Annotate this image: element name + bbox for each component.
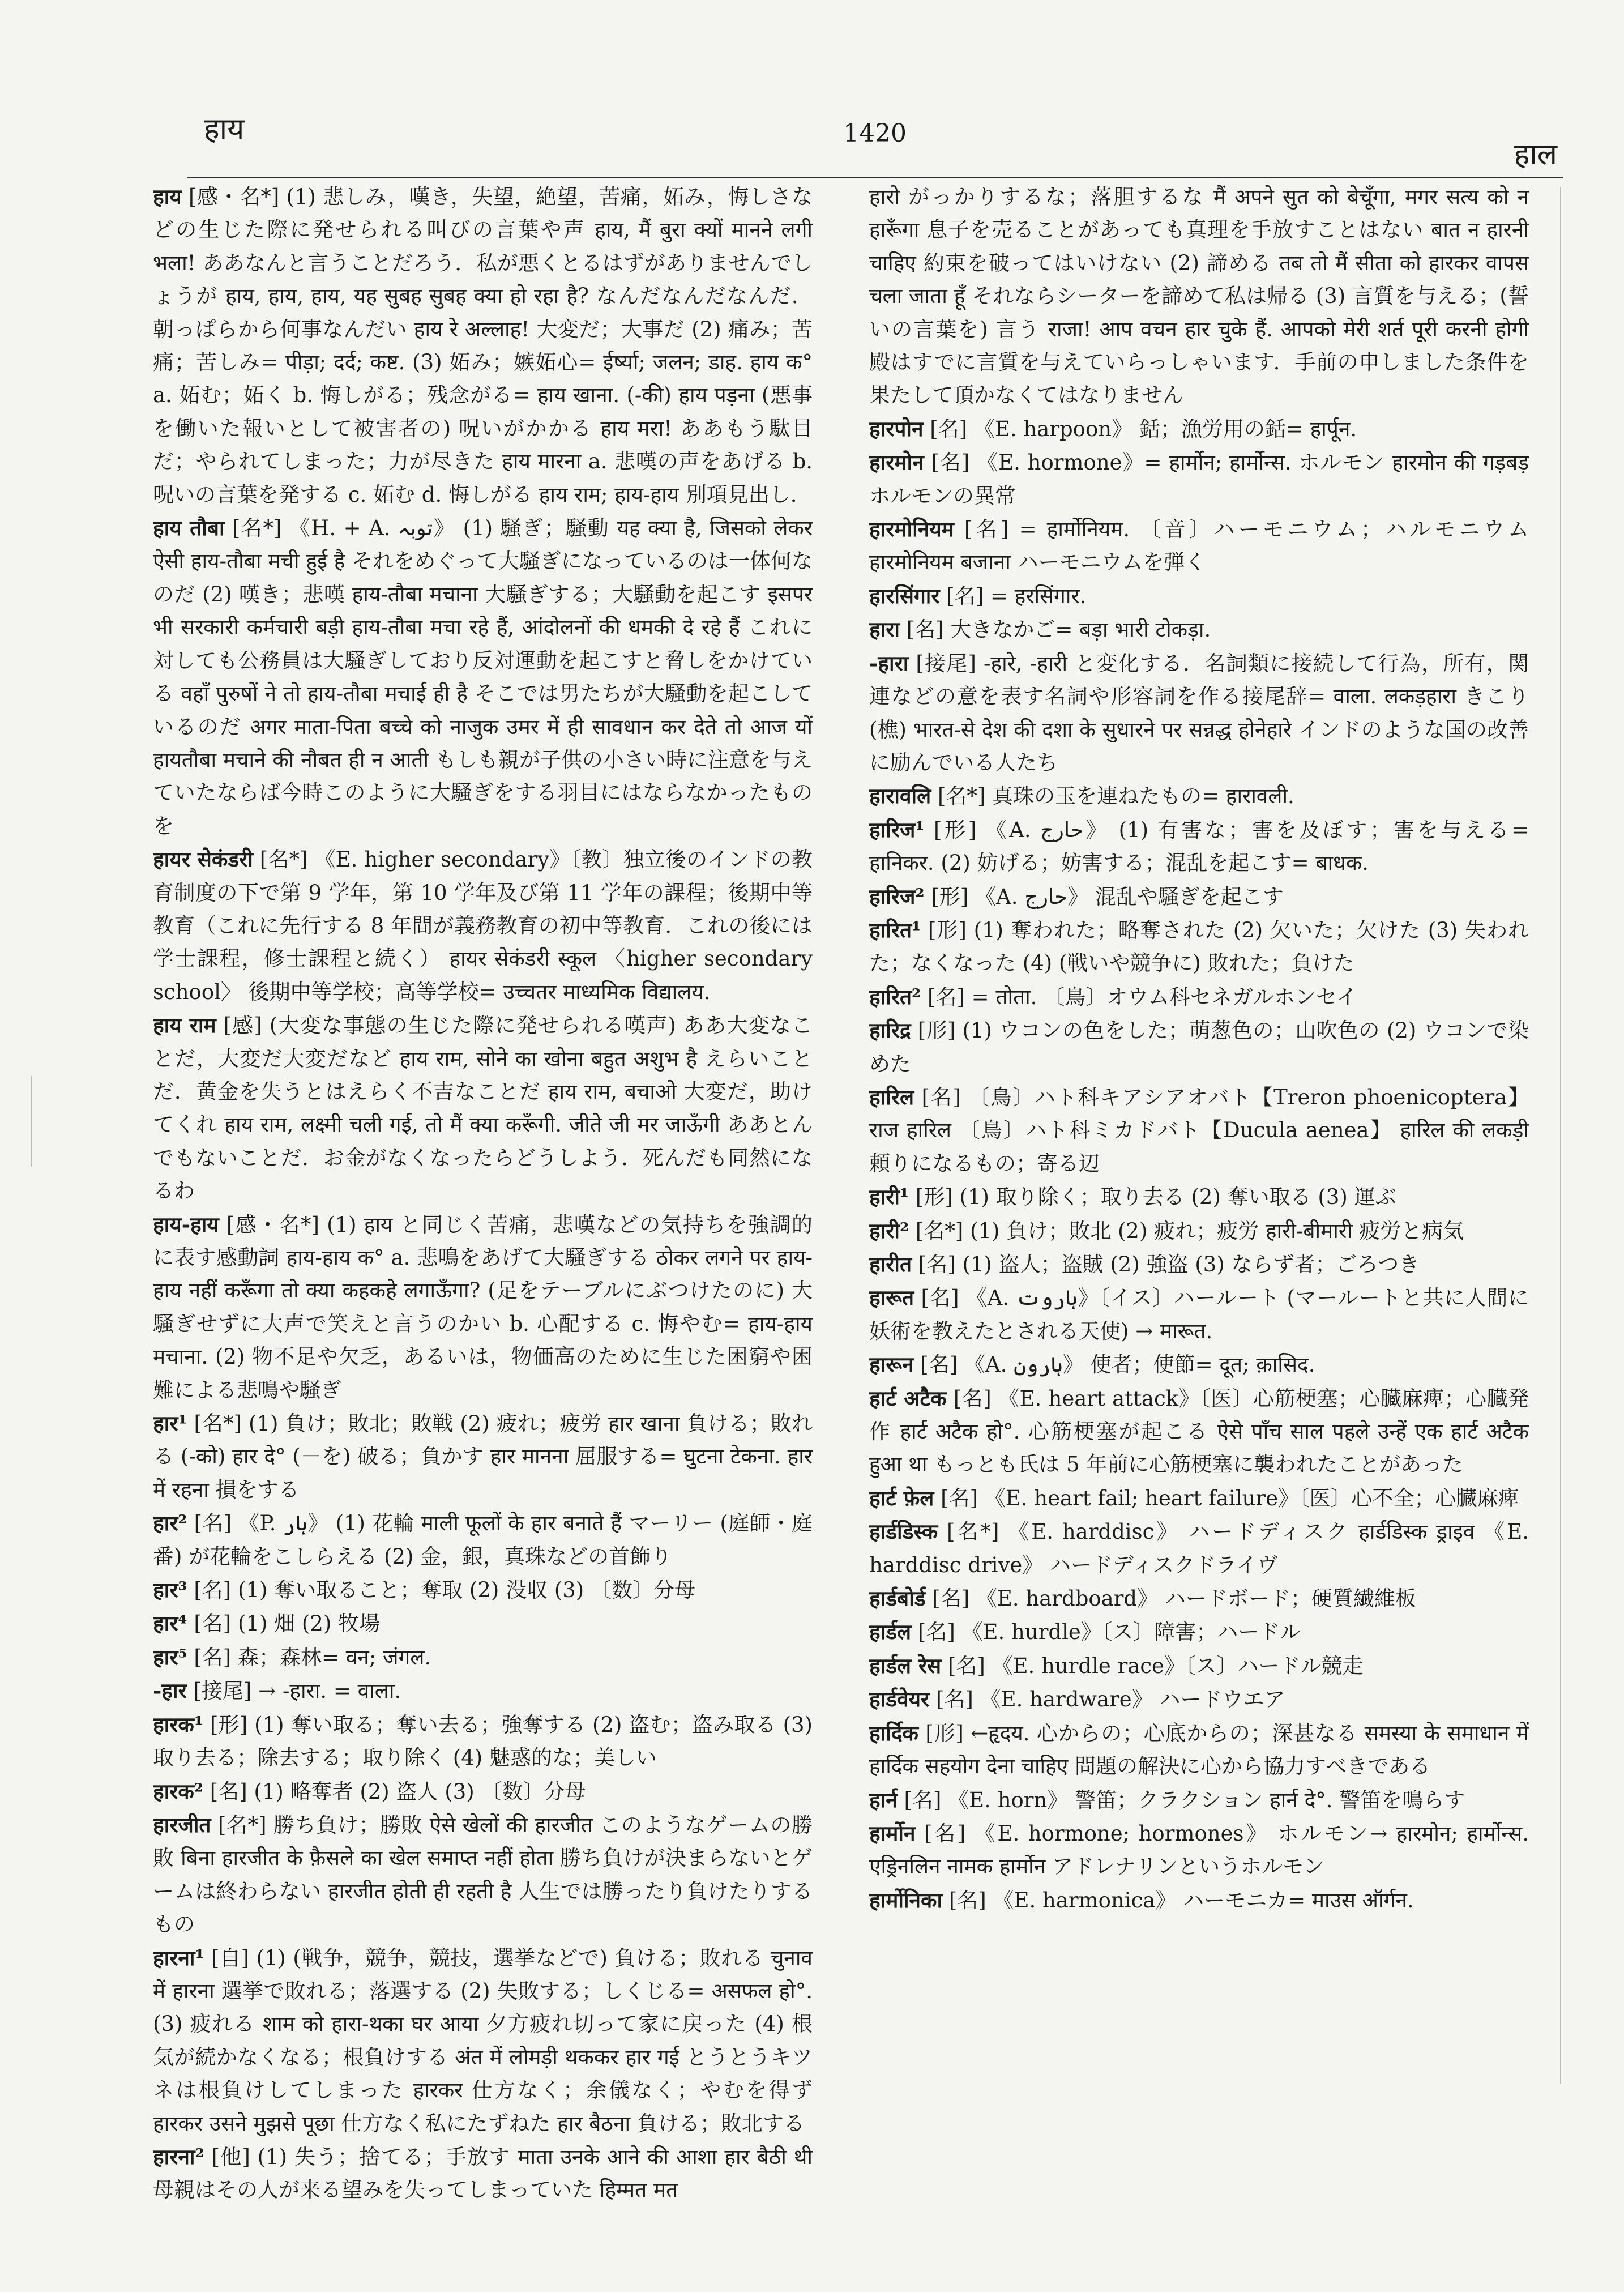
entry-headword: हारजीत <box>153 1812 211 1837</box>
entry-body: [感] (大変な事態の生じた際に発せられる嘆声) ああ大変なことだ，大変だ大変だなど हाय राम, सोने का खोना बहुत अशुभ है えらいことだ．黄金を失うとはえらく不吉なことだ हाय राम, बचाओ 大変だ，助けてくれ हाय राम, लक्ष्मी चली गई, तो मैं क्या करूँगी. जीते जी मर जाऊँगी ああとんでもないことだ．お金がなくなったらどうしよう．死んだも同然になるわ <box>153 1013 813 1203</box>
entry-body: [形] (1) 取り除く；取り去る (2) 奪い取る (3) 運ぶ <box>909 1185 1396 1210</box>
dictionary-entry <box>869 813 1529 880</box>
entry-body: [名*] 真珠の玉を連ねたもの= हारावली. <box>931 784 1294 809</box>
entry-body: [名] 《E. heart fail; heart failure》〔医〕心不全；心臓麻痺 <box>934 1486 1519 1510</box>
entry-headword: हारा <box>869 617 900 642</box>
entry-headword: हार⁵ <box>153 1644 187 1670</box>
entry-headword: हारीत <box>869 1252 912 1277</box>
dictionary-entry <box>869 1382 1529 1482</box>
page-header <box>193 85 1557 172</box>
entry-body: [名] 森；森林= वन; जंगल. <box>187 1645 431 1670</box>
dictionary-entry <box>869 1783 1529 1817</box>
entry-body: [名*] 《E. harddisc》 ハードディスク हार्डडिस्क ड्राइव 《E. harddisc drive》 ハードディスクドライヴ <box>869 1520 1529 1577</box>
dictionary-entry <box>153 1641 813 1674</box>
dictionary-entry <box>869 1180 1529 1214</box>
entry-headword: हार्दिक <box>869 1720 918 1745</box>
entry-body: [名] (1) 畑 (2) 牧場 <box>187 1611 381 1636</box>
entry-body: [名*] 《H. + A. توبہ》 (1) 騒ぎ；騒動 यह क्या है, जिसको लेकर ऐसी हाय-तौबा मची हुई है それをめぐって大騒ぎになっているのは一体何なのだ (2) 嘆き；悲嘆 हाय-तौबा मचाना 大騒ぎする；大騒動を起こす इसपर भी सरकारी कर्मचारी बड़ी हाय-तौबा मचा रहे हैं, आंदोलनों की धमकी दे रहे हैं これに対しても公務員は大騒ぎしており反対運動を起こすと脅しをかけている वहाँ पुरुषों ने तो हाय-तौबा मचाई ही है そこでは男たちが大騒動を起こしているのだ अगर माता-पिता बच्चे को नाजुक उमर में ही सावधान कर देते तो आज यों हायतौबा मचाने की नौबत ही न आती もしも親が子供の小さい時に注意を与えていたならば今時このように大騒ぎをする羽目にはならなかったものを <box>153 516 813 838</box>
entry-headword: हारी² <box>869 1218 909 1243</box>
entry-headword: हारूत <box>869 1285 914 1311</box>
dictionary-entry <box>869 1717 1529 1783</box>
entry-headword: हारसिंगार <box>869 583 940 608</box>
dictionary-entry <box>869 1281 1529 1348</box>
dictionary-entry <box>153 1506 813 1573</box>
dictionary-entry <box>869 1081 1529 1180</box>
dictionary-entry <box>153 1407 813 1506</box>
dictionary-entry <box>153 1009 813 1207</box>
entry-body: [名] 大きなかご= बड़ा भारी टोकड़ा. <box>899 617 1211 642</box>
entry-headword: हारित¹ <box>869 917 921 942</box>
dictionary-entry <box>869 446 1529 513</box>
entry-body: [名] 《E. hardware》 ハードウエア <box>929 1687 1285 1712</box>
entry-body: [名] 〔鳥〕ハト科キアシアオバト【Treron phoenicoptera】 राज हारिल 〔鳥〕ハト科ミカドバト【Ducula aenea】 हारिल की लकड़ी 頼りになるもの；寄る辺 <box>869 1085 1529 1176</box>
page-number: 1420 <box>843 119 907 148</box>
entry-headword: हार्डल रेस <box>869 1653 942 1678</box>
dictionary-entry <box>869 647 1529 780</box>
entry-headword: हारिद्र <box>869 1018 911 1043</box>
dictionary-entry <box>153 1708 813 1775</box>
dictionary-entry <box>869 412 1529 446</box>
dictionary-entry <box>869 1817 1529 1884</box>
entry-body: [感・名*] (1) हाय と同じく苦痛，悲嘆などの気持ちを強調的に表す感動詞 हाय-हाय क° a. 悲鳴をあげて大騒ぎする ठोकर लगने पर हाय-हाय नहीं करूँगा तो क्या कहकहे लगाऊँगा? (足をテーブルにぶつけたのに) 大騒ぎせずに大声で笑えと言うのかい b. 心配する c. 悔やむ= हाय-हाय मचाना. (2) 物不足や欠乏，あるいは，物価高のために生じた困窮や困難による悲鳴や騒ぎ <box>153 1212 813 1402</box>
dictionary-entry <box>869 1348 1529 1381</box>
entry-headword: हार्डल <box>869 1619 912 1645</box>
left-column <box>153 180 813 2242</box>
entry-body: [名] = हरसिंगार. <box>939 583 1087 608</box>
dictionary-entry <box>869 1615 1529 1649</box>
entry-headword: हारिज² <box>869 883 925 909</box>
right-column <box>869 180 1529 2242</box>
entry-body: [他] (1) 失う；捨てる；手放す माता उनके आने की आशा हार बैठी थी 母親はその人が来る望みを失ってしまっていた हिम्मत मत <box>153 2144 813 2203</box>
dictionary-entry <box>153 180 813 511</box>
entry-headword: हारमोनियम <box>869 517 954 542</box>
entry-body: [名] = तोता. 〔鳥〕オウム科セネガルホンセイ <box>921 984 1357 1009</box>
entry-headword: हायर सेकंडरी <box>153 847 253 872</box>
dictionary-entry <box>869 980 1529 1014</box>
entry-headword: हारावलि <box>869 783 931 809</box>
dictionary-entry <box>153 1775 813 1808</box>
dictionary-entry <box>869 914 1529 980</box>
entry-headword: हारक² <box>153 1778 203 1804</box>
entry-headword: हारना¹ <box>153 1945 204 1970</box>
entry-headword: हारपोन <box>869 416 924 441</box>
dictionary-entry <box>869 1482 1529 1515</box>
entry-headword: हार्मोनिका <box>869 1887 943 1913</box>
entry-headword: हार्न <box>869 1787 898 1812</box>
entry-headword: हार्ट फ़ेल <box>869 1485 934 1510</box>
dictionary-entry <box>869 513 1529 579</box>
entry-headword: -हार <box>153 1678 187 1704</box>
entry-body: [名*] (1) 負け；敗北；敗戦 (2) 疲れ；疲労 हार खाना 負ける；敗れる (-को) हार दे° (－を) 破る；負かす हार मानना 屈服する= घुटना टेकना. हार में रहना 損をする <box>153 1411 813 1502</box>
dictionary-entry <box>153 1941 813 2140</box>
entry-headword: हारून <box>869 1352 914 1377</box>
entry-headword: हार्ट अटैक <box>869 1385 947 1411</box>
entry-body: [接尾] → -हारा. = वाला. <box>186 1679 401 1704</box>
dictionary-entry <box>869 779 1529 813</box>
entry-body: [名] 《E. hormone》= हार्मोन; हार्मोन्स. ホルモン हारमोन की गड़बड़ ホルモンの異常 <box>869 450 1529 508</box>
entry-body: हारो がっかりするな；落胆するな मैं अपने सुत को बेचूँगा, मगर सत्य को न हारूँगा 息子を売ることがあっても真理を手放すことはない बात न हारनी चाहिए 約束を破ってはいけない (2) 諦める तब तो मैं सीता को हारकर वापस चला जाता हूँ それならシーターを諦めて私は帰る (3) 言質を与える；(誓いの言葉を) 言う राजा! आप वचन हार चुके हैं. आपको मेरी शर्त पूरी करनी होगी 殿はすでに言質を与えていらっしゃいます．手前の申しました条件を果たして頂かなくてはなりません <box>869 185 1529 408</box>
entry-body: [名] 《E. hardboard》 ハードボード；硬質繊維板 <box>925 1586 1416 1611</box>
dictionary-entry <box>869 613 1529 646</box>
entry-body: [名*] (1) 負け；敗北 (2) 疲れ；疲労 हारी-बीमारी 疲労と病気 <box>909 1218 1464 1243</box>
dictionary-entry <box>869 579 1529 613</box>
scan-gutter-line <box>1560 187 1561 2084</box>
entry-body: [形] 《A. حارج》 混乱や騒ぎを起こす <box>924 884 1284 909</box>
entry-headword: हारी¹ <box>869 1184 909 1210</box>
entry-headword: हारना² <box>153 2144 204 2169</box>
entry-body: [形] ←हृदय. 心からの；心底からの；深甚なる समस्या के समाधान में हार्दिक सहयोग देना चाहिए 問題の解決に心から協力すべきである <box>869 1721 1529 1779</box>
entry-headword: हार⁴ <box>153 1611 187 1636</box>
entry-headword: हारक¹ <box>153 1711 203 1737</box>
entry-body: [名] 《E. hurdle race》〔ス〕ハードル競走 <box>941 1653 1364 1678</box>
entry-headword: हार्डवेयर <box>869 1687 930 1712</box>
entry-body: [感・名*] (1) 悲しみ，嘆き，失望，絶望，苦痛，妬み，悔しさなどの生じた際に発せられる叫びの言葉や声 हाय, मैं बुरा क्यों मानने लगी भला! ああなんと言うことだろう．私が悪くとるはずがありませんでしょうが हाय, हाय, हाय, यह सुबह सुबह क्या हो रहा है? なんだなんだなんだ．朝っぱらから何事なんだい हाय रे अल्लाह! 大変だ；大事だ (2) 痛み；苦痛；苦しみ= पीड़ा; दर्द; कष्ट. (3) 妬み；嫉妬心= ईर्ष्या; जलन; डाह. हाय क° a. 妬む；妬く b. 悔しがる；残念がる= हाय खाना. (-की) हाय पड़ना (悪事を働いた報いとして被害者の) 呪いがかかる हाय मरा! ああもう駄目だ；やられてしまった；力が尽きた हाय मारना a. 悲嘆の声をあげる b. 呪いの言葉を発する c. 妬む d. 悔しがる हाय राम; हाय-हाय 別項見出し． <box>153 185 813 507</box>
dictionary-entry <box>869 1515 1529 1582</box>
header-left-guide-word: हाय <box>204 112 245 146</box>
entry-body: [名] 《E. harmonica》 ハーモニカ= माउस ऑर्गन. <box>942 1888 1414 1913</box>
entry-body: [名*] 勝ち負け；勝敗 ऐसे खेलों की हारजीत このようなゲームの勝敗 बिना हारजीत के फ़ैसले का खेल समाप्त नहीं होता 勝ち負けが決まらないとゲームは終わらない हारजीत होती ही रहती है 人生では勝ったり負けたりするもの <box>153 1812 813 1937</box>
entry-headword: हार¹ <box>153 1411 187 1436</box>
entry-body: [名] 《E. harpoon》 銛；漁労用の銛= हार्पून. <box>923 416 1357 441</box>
dictionary-entry <box>153 843 813 1009</box>
dictionary-entry <box>869 1014 1529 1081</box>
dictionary-entry <box>869 1248 1529 1281</box>
dictionary-entry <box>153 2140 813 2207</box>
dictionary-entry <box>153 1808 813 1941</box>
entry-body: [形] (1) 奪われた；略奪された (2) 欠いた；欠けた (3) 失われた；なくなった (4) (戦いや競争に) 敗れた；負けた <box>869 917 1529 976</box>
entry-body: [名] 《A. ہاروت》〔イス〕ハールート (マールートと共に人間に妖術を教えたとされる天使) → मारूत. <box>869 1286 1529 1343</box>
entry-body: [名] 《P. ہار》 (1) 花輪 माली फूलों के हार बनाते हैं マーリー (庭師・庭番) が花輪をこしらえる (2) 金，銀，真珠などの首飾り <box>153 1511 813 1569</box>
entry-headword: -हारा <box>869 650 909 676</box>
continued-entry <box>869 180 1529 412</box>
entry-body: [形] 《A. حارج》 (1) 有害な；害を及ぼす；害を与える= हानिकर. (2) 妨げる；妨害する；混乱を起こす= बाधक. <box>869 817 1529 876</box>
entry-headword: हार² <box>153 1510 187 1536</box>
entry-body: [名] (1) 略奪者 (2) 盗人 (3) 〔数〕分母 <box>203 1779 586 1804</box>
entry-body: [名] = हार्मोनियम. 〔音〕ハーモニウム；ハルモニウム हारमोनियम बजाना ハーモニウムを弾く <box>869 517 1529 575</box>
entry-headword: हाय-हाय <box>153 1211 219 1237</box>
entry-headword: हारिल <box>869 1084 914 1109</box>
dictionary-entry <box>869 1884 1529 1917</box>
dictionary-entry <box>153 1674 813 1708</box>
entry-headword: हारमोन <box>869 450 924 475</box>
entry-body: [名] 《E. hormone; hormones》 ホルモン→ हारमोन; हार्मोन्स. एड्रिनलिन नामक हार्मोन アドレナリンというホルモン <box>869 1821 1529 1879</box>
entry-body: [形] (1) 奪い取る；奪い去る；強奪する (2) 盗む；盗み取る (3) 取り去る；除去する；取り除く (4) 魅惑的な；美しい <box>153 1712 813 1770</box>
entry-body: [名] (1) 奪い取ること；奪取 (2) 没収 (3) 〔数〕分母 <box>187 1578 696 1603</box>
entry-headword: हारिज¹ <box>869 817 925 842</box>
dictionary-entry <box>869 1649 1529 1683</box>
dictionary-entry <box>153 1607 813 1640</box>
entry-body: [接尾] -हारे, -हारी と変化する．名詞類に接続して行為，所有，関連などの意を表す名詞や形容詞を作る接尾辞= वाला. लकड़हारा きこり (樵) भारत-से देश की दशा के सुधारने पर सन्नद्ध होनेहारे インドのような国の改善に励んでいる人たち <box>869 651 1529 775</box>
entry-headword: हार्डबोर्ड <box>869 1586 926 1611</box>
entry-body: [自] (1) (戦争，競争，競技，選挙などで) 負ける；敗れる चुनाव में हारना 選挙で敗れる；落選する (2) 失敗する；しくじる= असफल हो°. (3) 疲れる शाम को हारा-थका घर आया 夕方疲れ切って家に戻った (4) 根気が続かなくなる；根負けする अंत में लोमड़ी थककर हार गई とうとうキツネは根負けしてしまった हारकर 仕方なく；余儀なく；やむを得ず हारकर उसने मुझसे पूछा 仕方なく私にたずねた हार बैठना 負ける；敗北する <box>153 1945 813 2136</box>
scan-edge-mark <box>31 1076 32 1167</box>
entry-body: [名] (1) 盗人；盗賊 (2) 強盗 (3) ならず者；ごろつき <box>912 1252 1420 1277</box>
entry-body: [形] (1) ウコンの色をした；萌葱色の；山吹色の (2) ウコンで染めた <box>869 1018 1529 1076</box>
entry-body: [名] 《E. hurdle》〔ス〕障害；ハードル <box>911 1620 1301 1645</box>
entry-headword: हाय तौबा <box>153 515 225 541</box>
entry-body: [名] 《A. ہارون》 使者；使節= दूत; क़ासिद. <box>913 1352 1315 1377</box>
entry-body: [名] 《E. horn》 警笛；クラクション हार्न दे°. 警笛を鳴らす <box>897 1787 1465 1812</box>
entry-headword: हाय राम <box>153 1013 216 1038</box>
entry-headword: हाय <box>153 184 182 209</box>
entry-body: [名] 《E. heart attack》〔医〕心筋梗塞；心臓麻痺；心臓発作 हार्ट अटैक हो°. 心筋梗塞が起こる ऐसे पाँच साल पहले उन्हें एक हार्ट अटैक हुआ था もっとも氏は 5 年前に心筋梗塞に襲われたことがあった <box>869 1386 1529 1477</box>
entry-headword: हार्मोन <box>869 1820 916 1846</box>
dictionary-entry <box>869 1582 1529 1615</box>
dictionary-entry <box>869 1683 1529 1716</box>
dictionary-entry <box>153 1208 813 1407</box>
header-right-guide-word: हाल <box>1514 138 1557 172</box>
entry-body: [名*] 《E. higher secondary》〔教〕独立後のインドの教育制度の下で第 9 学年，第 10 学年及び第 11 学年の課程；後期中等教育（これに先行する 8 年間が義務教育の初中等教育．これの後には学士課程，修士課程と続く） हायर सेकंडरी स्कूल 〈higher secondary school〉 後期中等学校；高等学校= उच्चतर माध्यमिक विद्यालय. <box>153 847 813 1004</box>
entry-headword: हार³ <box>153 1577 187 1603</box>
dictionary-entry <box>153 1573 813 1607</box>
dictionary-entry <box>869 1214 1529 1248</box>
entry-headword: हारित² <box>869 984 921 1009</box>
entry-headword: हार्डडिस्क <box>869 1519 938 1544</box>
dictionary-entry <box>869 880 1529 914</box>
dictionary-entry <box>153 511 813 843</box>
header-rule <box>187 177 1563 178</box>
